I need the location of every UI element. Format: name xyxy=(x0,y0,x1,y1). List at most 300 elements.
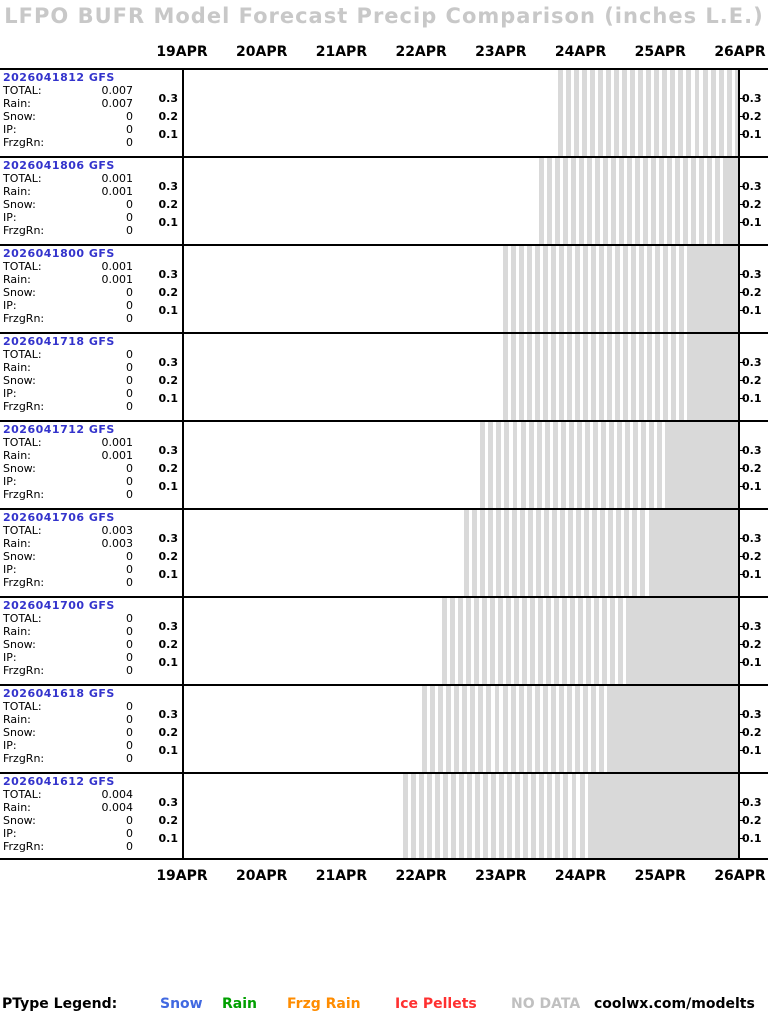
x-axis-tick: 24APR xyxy=(554,868,607,884)
stat-row xyxy=(3,286,137,299)
y-tick-label: 0.1 xyxy=(742,216,762,229)
stat-key: Rain: xyxy=(3,537,31,550)
no-data-bar xyxy=(567,686,572,772)
forecast-run-panel xyxy=(0,420,768,508)
stat-key: Snow: xyxy=(3,726,36,739)
y-tick-label: 0.3 xyxy=(158,444,178,457)
stat-key: IP: xyxy=(3,475,17,488)
no-data-bar xyxy=(464,510,469,596)
run-stats xyxy=(3,348,137,413)
no-data-bar xyxy=(608,510,613,596)
y-tick-label: 0.2 xyxy=(158,198,178,211)
no-data-bar xyxy=(559,334,564,420)
x-axis-tick: 21APR xyxy=(315,44,368,60)
no-data-bar xyxy=(623,334,628,420)
x-axis-tick: 24APR xyxy=(554,44,607,60)
no-data-bar xyxy=(686,70,691,156)
no-data-bar xyxy=(527,334,532,420)
no-data-bar xyxy=(583,334,588,420)
no-data-bar xyxy=(590,70,595,156)
stat-value: 0.007 xyxy=(101,97,133,110)
precip-plot-area xyxy=(182,774,740,858)
no-data-bar xyxy=(535,334,540,420)
no-data-bar xyxy=(651,158,656,244)
stat-key: IP: xyxy=(3,651,17,664)
stat-key: Snow: xyxy=(3,198,36,211)
stat-value: 0 xyxy=(126,136,133,149)
no-data-bar xyxy=(422,686,427,772)
no-data-bar xyxy=(507,774,512,858)
stat-value: 0 xyxy=(126,726,133,739)
y-tick-label: 0.2 xyxy=(158,726,178,739)
no-data-bar xyxy=(632,510,637,596)
no-data-bar xyxy=(618,598,623,684)
no-data-bar xyxy=(639,246,644,332)
no-data-bar xyxy=(561,422,566,508)
no-data-bar xyxy=(593,422,598,508)
stat-key: Rain: xyxy=(3,449,31,462)
y-tick-label: 0.1 xyxy=(742,480,762,493)
stat-value: 0 xyxy=(126,827,133,840)
stat-key: IP: xyxy=(3,827,17,840)
stat-value: 0 xyxy=(126,462,133,475)
no-data-bar xyxy=(539,158,544,244)
run-info xyxy=(0,774,140,858)
no-data-bar xyxy=(566,70,571,156)
no-data-bar xyxy=(490,598,495,684)
stat-key: TOTAL: xyxy=(3,84,42,97)
no-data-bar xyxy=(631,334,636,420)
stat-value: 0.004 xyxy=(101,788,133,801)
no-data-bar xyxy=(536,510,541,596)
y-tick-label: 0.1 xyxy=(742,304,762,317)
y-axis-right xyxy=(740,598,768,684)
no-data-bar xyxy=(529,422,534,508)
stat-value: 0 xyxy=(126,752,133,765)
stat-value: 0.001 xyxy=(101,260,133,273)
run-label: 2026041618 GFS xyxy=(3,687,115,700)
no-data-bar xyxy=(663,246,668,332)
stat-value: 0 xyxy=(126,739,133,752)
x-axis-tick: 21APR xyxy=(315,868,368,884)
y-tick-label: 0.2 xyxy=(158,550,178,563)
no-data-bar xyxy=(586,598,591,684)
run-info xyxy=(0,246,140,332)
run-label: 2026041612 GFS xyxy=(3,775,115,788)
y-tick-label: 0.1 xyxy=(158,216,178,229)
run-label: 2026041806 GFS xyxy=(3,159,115,172)
x-axis-top xyxy=(0,44,768,64)
stat-value: 0 xyxy=(126,312,133,325)
y-tick-label: 0.1 xyxy=(742,128,762,141)
no-data-bar xyxy=(458,598,463,684)
no-data-bar xyxy=(551,334,556,420)
no-data-bar xyxy=(527,246,532,332)
run-stats xyxy=(3,612,137,677)
no-data-bar xyxy=(511,246,516,332)
panel-stack xyxy=(0,68,768,860)
run-info xyxy=(0,510,140,596)
no-data-bar xyxy=(543,686,548,772)
y-tick-label: 0.2 xyxy=(742,726,762,739)
run-info xyxy=(0,158,140,244)
no-data-bar xyxy=(577,422,582,508)
no-data-bar xyxy=(503,686,508,772)
stat-key: FrzgRn: xyxy=(3,312,45,325)
run-stats xyxy=(3,84,137,149)
no-data-bar xyxy=(560,510,565,596)
no-data-bar xyxy=(488,510,493,596)
no-data-bar xyxy=(575,246,580,332)
no-data-bar xyxy=(504,510,509,596)
legend-site-credit: coolwx.com/modelts xyxy=(594,996,755,1012)
no-data-bar xyxy=(679,334,684,420)
x-axis-tick: 19APR xyxy=(156,44,208,60)
no-data-bar xyxy=(616,510,621,596)
run-stats xyxy=(3,436,137,501)
no-data-region xyxy=(591,774,738,858)
stat-key: TOTAL: xyxy=(3,260,42,273)
no-data-bar xyxy=(446,686,451,772)
stat-row xyxy=(3,625,137,638)
y-tick-label: 0.3 xyxy=(742,708,762,721)
no-data-bar xyxy=(603,158,608,244)
stat-value: 0 xyxy=(126,651,133,664)
no-data-bar xyxy=(512,510,517,596)
no-data-bar xyxy=(654,70,659,156)
y-tick-label: 0.1 xyxy=(742,832,762,845)
no-data-bar xyxy=(515,774,520,858)
no-data-bar xyxy=(545,422,550,508)
no-data-bar xyxy=(537,422,542,508)
x-axis-tick: 25APR xyxy=(634,44,686,60)
no-data-bar xyxy=(496,422,501,508)
stat-value: 0 xyxy=(126,814,133,827)
stat-key: FrzgRn: xyxy=(3,488,45,501)
y-tick-label: 0.3 xyxy=(158,268,178,281)
no-data-bar xyxy=(649,422,654,508)
no-data-bar xyxy=(435,774,440,858)
no-data-bar xyxy=(678,70,683,156)
y-tick-label: 0.1 xyxy=(158,392,178,405)
no-data-bar xyxy=(503,246,508,332)
stat-value: 0.001 xyxy=(101,436,133,449)
y-tick-label: 0.1 xyxy=(742,392,762,405)
stat-key: FrzgRn: xyxy=(3,664,45,677)
y-axis-right xyxy=(740,246,768,332)
stat-key: Rain: xyxy=(3,97,31,110)
no-data-bar xyxy=(442,598,447,684)
stat-row xyxy=(3,700,137,713)
y-tick-label: 0.1 xyxy=(158,656,178,669)
y-tick-label: 0.2 xyxy=(742,550,762,563)
no-data-bar xyxy=(522,598,527,684)
run-stats xyxy=(3,700,137,765)
no-data-bar xyxy=(571,158,576,244)
no-data-bar xyxy=(663,334,668,420)
x-axis-tick: 22APR xyxy=(395,44,447,60)
stat-value: 0.001 xyxy=(101,273,133,286)
stat-row xyxy=(3,462,137,475)
stat-key: TOTAL: xyxy=(3,612,42,625)
run-info xyxy=(0,334,140,420)
y-tick-label: 0.3 xyxy=(742,92,762,105)
y-tick-label: 0.3 xyxy=(742,180,762,193)
y-tick-label: 0.1 xyxy=(158,568,178,581)
stat-key: FrzgRn: xyxy=(3,136,45,149)
no-data-bar xyxy=(633,422,638,508)
stat-key: Rain: xyxy=(3,361,31,374)
no-data-bar xyxy=(727,70,732,156)
stat-key: Snow: xyxy=(3,286,36,299)
no-data-bar xyxy=(711,70,716,156)
stat-value: 0 xyxy=(126,625,133,638)
stat-key: Snow: xyxy=(3,374,36,387)
y-axis-left xyxy=(140,774,182,858)
no-data-bar xyxy=(622,70,627,156)
no-data-bar xyxy=(643,158,648,244)
no-data-bar xyxy=(641,422,646,508)
y-tick-label: 0.3 xyxy=(158,532,178,545)
run-label: 2026041800 GFS xyxy=(3,247,115,260)
no-data-bar xyxy=(695,70,700,156)
no-data-bar xyxy=(555,158,560,244)
y-axis-right xyxy=(740,70,768,156)
no-data-bar xyxy=(607,334,612,420)
stat-key: TOTAL: xyxy=(3,524,42,537)
no-data-bar xyxy=(615,246,620,332)
precip-plot-area xyxy=(182,334,740,420)
no-data-bar xyxy=(551,246,556,332)
no-data-bar xyxy=(606,70,611,156)
stat-value: 0 xyxy=(126,400,133,413)
stat-key: TOTAL: xyxy=(3,348,42,361)
y-tick-label: 0.2 xyxy=(742,638,762,651)
y-tick-label: 0.2 xyxy=(742,286,762,299)
no-data-bar xyxy=(543,334,548,420)
y-axis-left xyxy=(140,334,182,420)
legend-rain: Rain xyxy=(222,996,257,1012)
y-tick-label: 0.2 xyxy=(742,374,762,387)
no-data-bar xyxy=(520,510,525,596)
no-data-bar xyxy=(598,70,603,156)
stat-key: TOTAL: xyxy=(3,172,42,185)
precip-plot-area xyxy=(182,510,740,596)
stat-row xyxy=(3,299,137,312)
stat-key: Rain: xyxy=(3,801,31,814)
x-axis-tick: 19APR xyxy=(156,868,208,884)
no-data-bar xyxy=(427,774,432,858)
no-data-bar xyxy=(592,510,597,596)
stat-row xyxy=(3,97,137,110)
no-data-bar xyxy=(504,422,509,508)
stat-value: 0 xyxy=(126,563,133,576)
stat-key: Snow: xyxy=(3,550,36,563)
y-tick-label: 0.2 xyxy=(158,638,178,651)
no-data-bar xyxy=(539,774,544,858)
no-data-bar xyxy=(543,246,548,332)
no-data-bar xyxy=(546,598,551,684)
no-data-bar xyxy=(555,774,560,858)
stat-key: TOTAL: xyxy=(3,788,42,801)
no-data-bar xyxy=(671,334,676,420)
no-data-bar xyxy=(600,510,605,596)
y-tick-label: 0.2 xyxy=(742,198,762,211)
y-axis-left xyxy=(140,158,182,244)
stat-value: 0 xyxy=(126,286,133,299)
stat-key: Snow: xyxy=(3,110,36,123)
stat-key: IP: xyxy=(3,299,17,312)
y-tick-label: 0.2 xyxy=(158,286,178,299)
stat-row xyxy=(3,801,137,814)
run-info xyxy=(0,686,140,772)
stat-key: Rain: xyxy=(3,185,31,198)
stat-value: 0 xyxy=(126,550,133,563)
no-data-bar xyxy=(553,422,558,508)
stat-row xyxy=(3,788,137,801)
y-axis-right xyxy=(740,510,768,596)
stat-value: 0 xyxy=(126,612,133,625)
stat-row xyxy=(3,537,137,550)
no-data-bar xyxy=(570,598,575,684)
y-axis-left xyxy=(140,422,182,508)
no-data-bar xyxy=(503,334,508,420)
stat-value: 0 xyxy=(126,110,133,123)
no-data-bar xyxy=(498,598,503,684)
y-tick-label: 0.2 xyxy=(158,110,178,123)
no-data-bar xyxy=(466,598,471,684)
no-data-bar xyxy=(506,598,511,684)
y-tick-label: 0.3 xyxy=(158,708,178,721)
stat-value: 0.007 xyxy=(101,84,133,97)
stat-value: 0 xyxy=(126,840,133,853)
no-data-bar xyxy=(567,334,572,420)
stat-key: Rain: xyxy=(3,273,31,286)
no-data-bar xyxy=(488,422,493,508)
stat-row xyxy=(3,814,137,827)
stat-key: FrzgRn: xyxy=(3,576,45,589)
no-data-bar xyxy=(599,334,604,420)
stat-row xyxy=(3,224,137,237)
no-data-bar xyxy=(482,598,487,684)
legend-ice-pellets: Ice Pellets xyxy=(395,996,477,1012)
y-tick-label: 0.2 xyxy=(158,814,178,827)
stat-value: 0 xyxy=(126,475,133,488)
stat-row xyxy=(3,612,137,625)
precip-plot-area xyxy=(182,246,740,332)
no-data-bar xyxy=(585,422,590,508)
no-data-bar xyxy=(579,158,584,244)
stat-key: Snow: xyxy=(3,814,36,827)
no-data-bar xyxy=(403,774,408,858)
no-data-bar xyxy=(591,686,596,772)
no-data-region xyxy=(669,422,738,508)
stat-value: 0.003 xyxy=(101,524,133,537)
y-tick-label: 0.3 xyxy=(158,796,178,809)
no-data-bar xyxy=(625,422,630,508)
y-tick-label: 0.2 xyxy=(742,814,762,827)
x-axis-tick: 20APR xyxy=(236,868,288,884)
forecast-run-panel xyxy=(0,772,768,860)
no-data-bar xyxy=(544,510,549,596)
no-data-bar xyxy=(480,422,485,508)
stat-key: Rain: xyxy=(3,625,31,638)
no-data-bar xyxy=(624,510,629,596)
stat-row xyxy=(3,576,137,589)
stat-row xyxy=(3,400,137,413)
no-data-bar xyxy=(667,158,672,244)
no-data-bar xyxy=(655,246,660,332)
no-data-bar xyxy=(587,158,592,244)
no-data-bar xyxy=(707,158,712,244)
stat-value: 0.001 xyxy=(101,172,133,185)
stat-row xyxy=(3,752,137,765)
stat-key: FrzgRn: xyxy=(3,400,45,413)
no-data-bar xyxy=(443,774,448,858)
no-data-bar xyxy=(647,246,652,332)
no-data-bar xyxy=(459,774,464,858)
y-tick-label: 0.2 xyxy=(158,374,178,387)
stat-key: FrzgRn: xyxy=(3,224,45,237)
y-tick-label: 0.3 xyxy=(742,268,762,281)
stat-row xyxy=(3,136,137,149)
x-axis-tick: 22APR xyxy=(395,868,447,884)
stat-row xyxy=(3,260,137,273)
no-data-bar xyxy=(462,686,467,772)
no-data-bar xyxy=(670,70,675,156)
y-axis-right xyxy=(740,686,768,772)
no-data-bar xyxy=(450,598,455,684)
no-data-bar xyxy=(662,70,667,156)
run-info xyxy=(0,70,140,156)
no-data-bar xyxy=(623,246,628,332)
y-tick-label: 0.1 xyxy=(742,744,762,757)
no-data-region xyxy=(691,334,738,420)
stat-value: 0 xyxy=(126,700,133,713)
legend-label: PType Legend: xyxy=(2,996,118,1012)
stat-row xyxy=(3,550,137,563)
no-data-bar xyxy=(568,510,573,596)
no-data-bar xyxy=(683,158,688,244)
stat-value: 0 xyxy=(126,387,133,400)
stat-row xyxy=(3,638,137,651)
stat-value: 0 xyxy=(126,299,133,312)
stat-row xyxy=(3,348,137,361)
no-data-bar xyxy=(531,774,536,858)
y-axis-right xyxy=(740,158,768,244)
stat-key: IP: xyxy=(3,563,17,576)
stat-key: FrzgRn: xyxy=(3,752,45,765)
stat-row xyxy=(3,361,137,374)
stat-value: 0 xyxy=(126,224,133,237)
stat-key: IP: xyxy=(3,123,17,136)
y-tick-label: 0.1 xyxy=(158,832,178,845)
y-tick-label: 0.1 xyxy=(158,128,178,141)
run-stats xyxy=(3,172,137,237)
no-data-bar xyxy=(486,686,491,772)
stat-row xyxy=(3,84,137,97)
run-stats xyxy=(3,524,137,589)
no-data-bar xyxy=(699,158,704,244)
x-axis-tick: 20APR xyxy=(236,44,288,60)
no-data-bar xyxy=(635,158,640,244)
no-data-bar xyxy=(563,774,568,858)
y-tick-label: 0.2 xyxy=(742,110,762,123)
stat-row xyxy=(3,374,137,387)
y-tick-label: 0.3 xyxy=(742,532,762,545)
no-data-bar xyxy=(562,598,567,684)
no-data-bar xyxy=(584,510,589,596)
